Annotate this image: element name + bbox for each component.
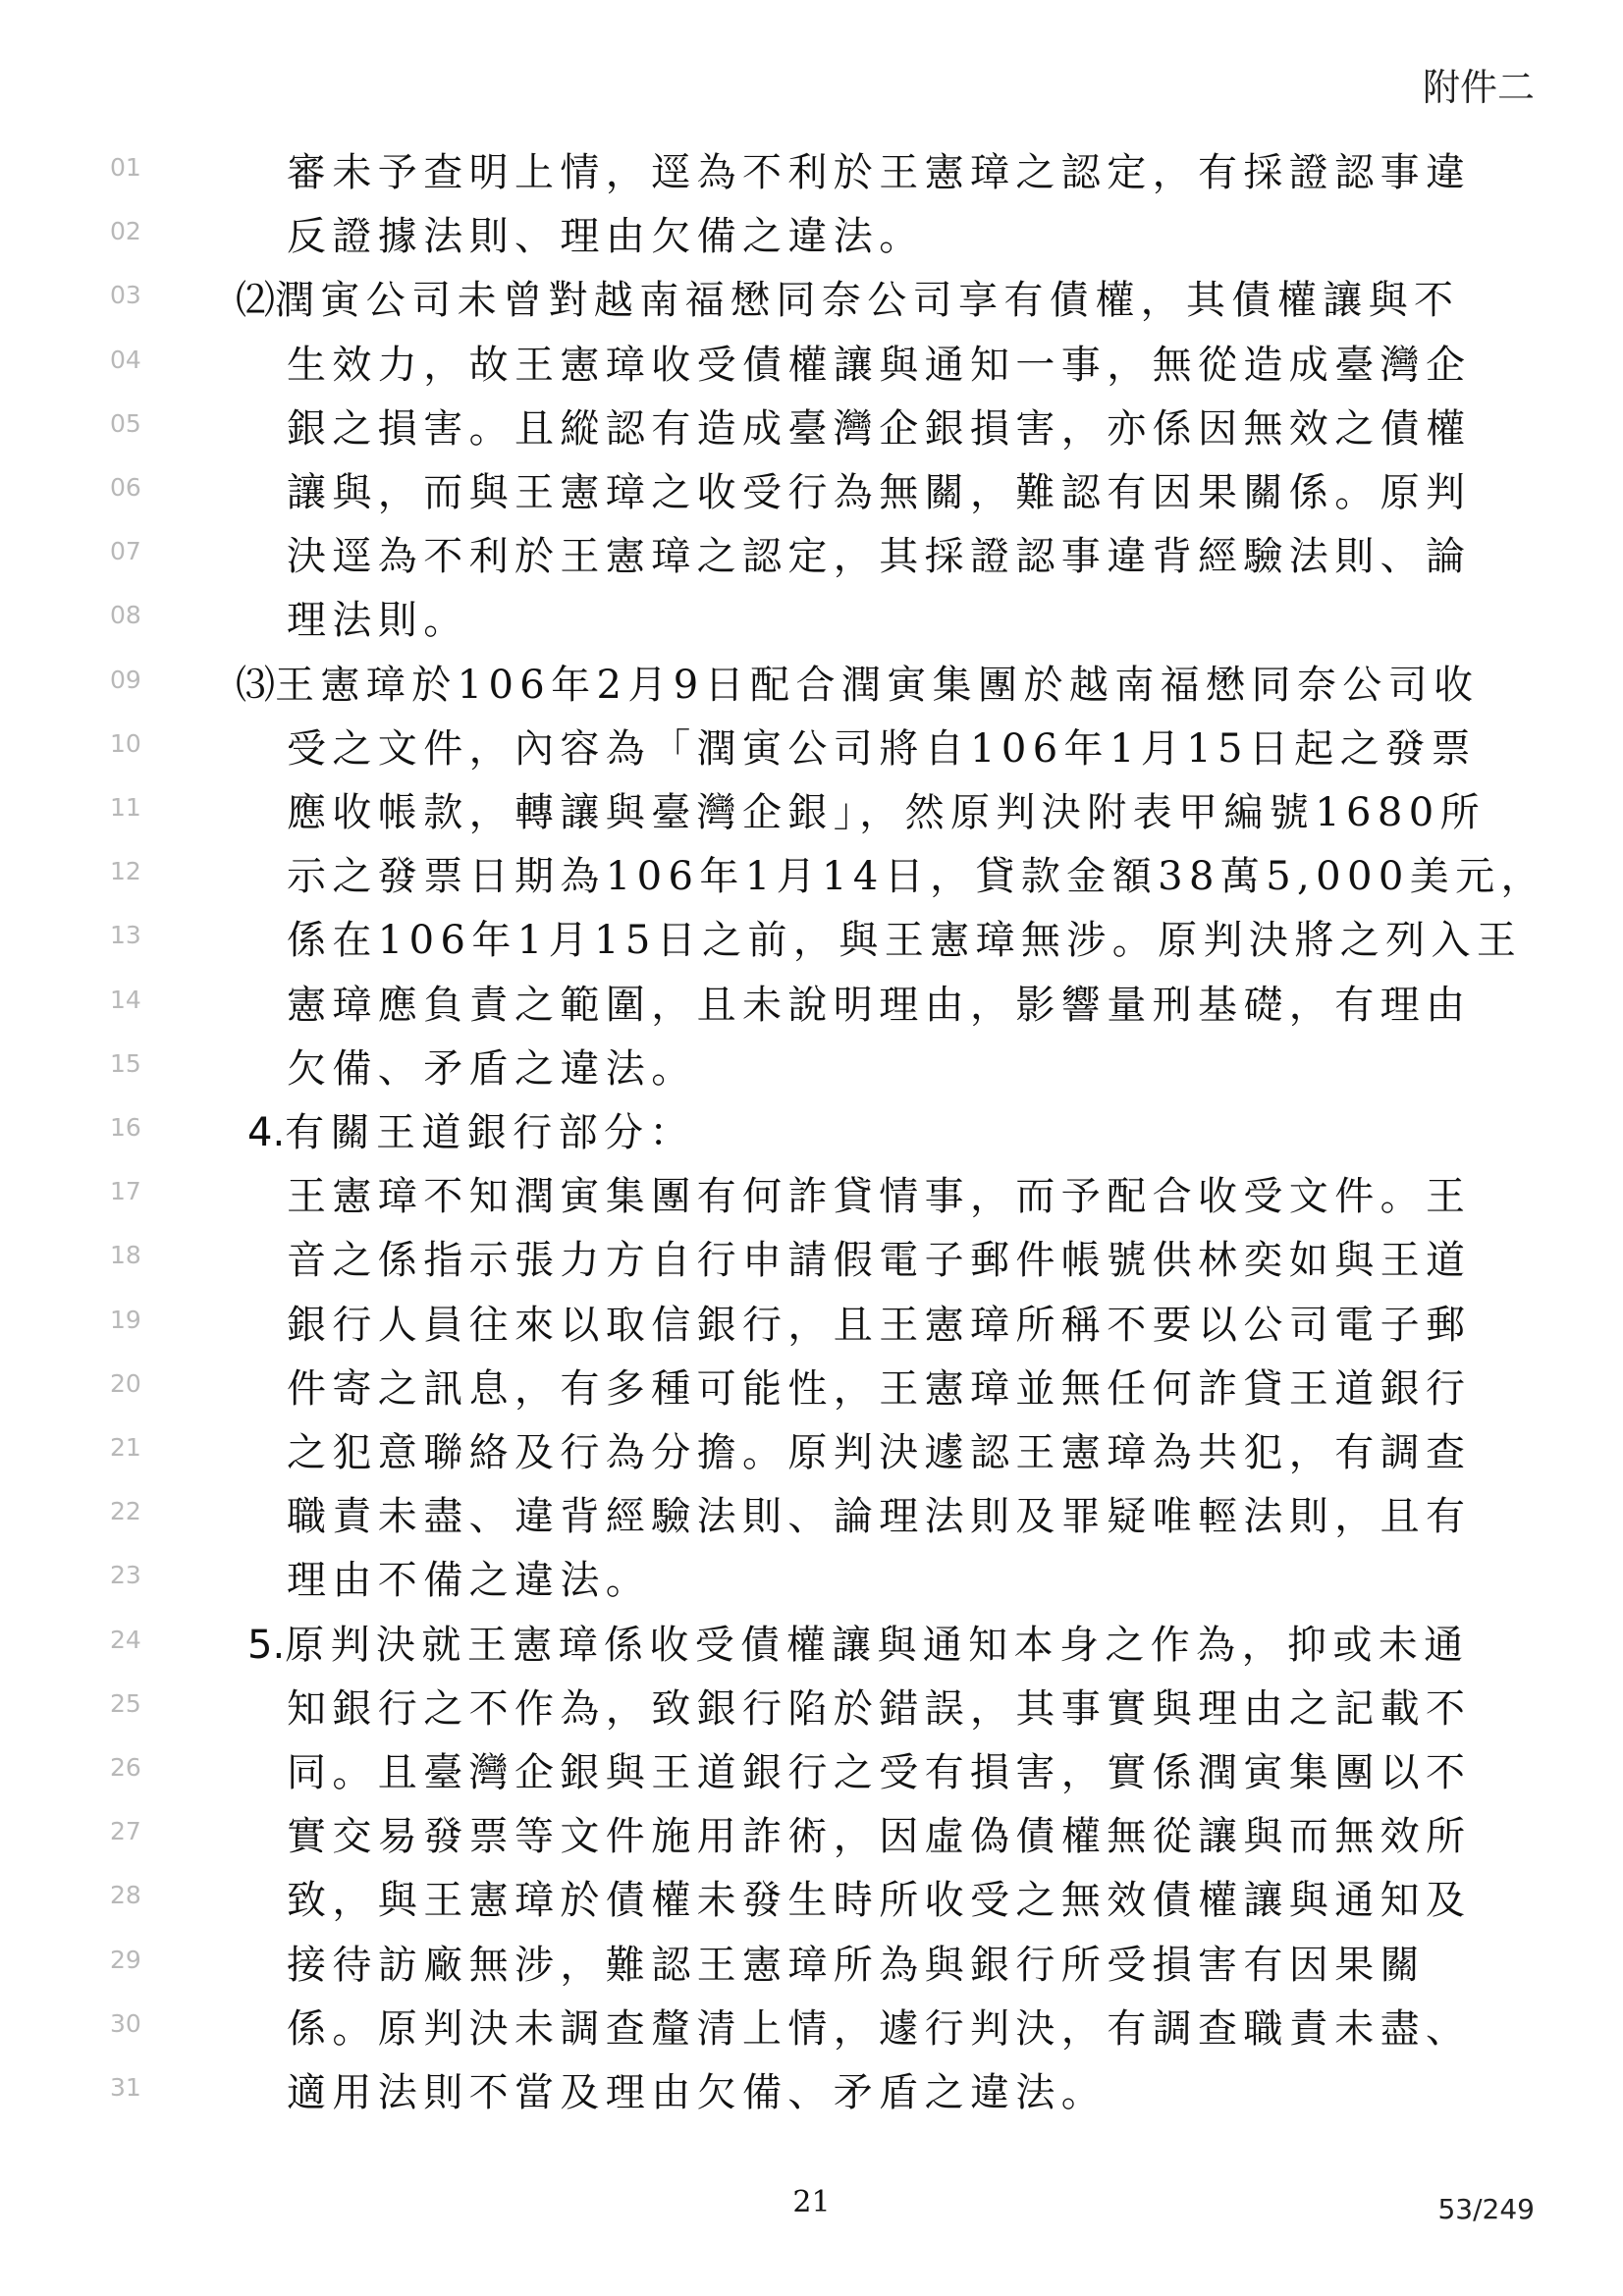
line-number: 14 bbox=[110, 985, 141, 1014]
line-number: 12 bbox=[110, 857, 141, 886]
line-number: 09 bbox=[110, 665, 141, 694]
line-content: 憲璋應負責之範圍，且未說明理由，影響量刑基礎，有理由 bbox=[287, 982, 1472, 1028]
document-line bbox=[0, 465, 1623, 529]
line-content: 生效力，故王憲璋收受債權讓與通知一事，無從造成臺灣企 bbox=[287, 342, 1472, 388]
line-number: 29 bbox=[110, 1945, 141, 1974]
line-text bbox=[287, 2065, 1107, 2120]
line-text bbox=[287, 2002, 1471, 2056]
line-text bbox=[287, 1553, 651, 1608]
line-content: 之犯意聯絡及行為分擔。原判決遽認王憲璋為共犯，有調查 bbox=[287, 1430, 1472, 1475]
line-content: 應收帳款，轉讓與臺灣企銀」，然原判決附表甲編號1680所 bbox=[287, 790, 1486, 835]
line-content: 銀之損害。且縱認有造成臺灣企銀損害，亦係因無效之債權 bbox=[287, 405, 1472, 452]
document-line bbox=[0, 1745, 1623, 1809]
document-line bbox=[0, 338, 1623, 401]
line-text bbox=[236, 658, 1479, 713]
line-text bbox=[287, 1233, 1471, 1288]
document-line bbox=[0, 658, 1623, 721]
list-marker: 4. bbox=[247, 1110, 286, 1155]
line-content: 音之係指示張力方自行申請假電子郵件帳號供林奕如與王道 bbox=[287, 1238, 1472, 1284]
document-line bbox=[0, 978, 1623, 1041]
line-content: 知銀行之不作為，致銀行陷於錯誤，其事實與理由之記載不 bbox=[287, 1685, 1472, 1732]
line-content: 潤寅公司未曾對越南福懋同奈公司享有債權，其債權讓與不 bbox=[275, 278, 1460, 324]
line-content: 銀行人員往來以取信銀行，且王憲璋所稱不要以公司電子郵 bbox=[287, 1302, 1472, 1348]
line-number: 04 bbox=[110, 345, 141, 374]
line-content: 決逕為不利於王憲璋之認定，其採證認事違背經驗法則、論 bbox=[287, 534, 1472, 580]
line-text bbox=[287, 1809, 1471, 1864]
document-line bbox=[0, 1938, 1623, 2002]
line-text bbox=[287, 529, 1471, 584]
document-line bbox=[0, 1362, 1623, 1425]
line-content: 原判決就王憲璋係收受債權讓與通知本身之作為，抑或未通 bbox=[285, 1622, 1470, 1668]
line-content: 示之發票日期為106年1月14日，貸款金額38萬5,000美元， bbox=[287, 854, 1546, 900]
line-number: 19 bbox=[110, 1305, 141, 1334]
line-text bbox=[287, 1745, 1471, 1800]
line-content: 接待訪廠無涉，難認王憲璋所為與銀行所受損害有因果關 bbox=[287, 1942, 1426, 1988]
document-line bbox=[0, 1169, 1623, 1233]
line-text bbox=[287, 465, 1471, 520]
line-text bbox=[287, 1873, 1471, 1928]
line-content: 係在106年1月15日之前，與王憲璋無涉。原判決將之列入王 bbox=[287, 918, 1523, 964]
document-line bbox=[0, 1873, 1623, 1937]
list-marker: ⑵ bbox=[236, 278, 275, 324]
line-number: 30 bbox=[110, 2008, 141, 2038]
document-line bbox=[0, 1298, 1623, 1362]
line-text bbox=[287, 209, 925, 264]
line-number: 05 bbox=[110, 408, 141, 438]
line-content: 致，與王憲璋於債權未發生時所收受之無效債權讓與通知及 bbox=[287, 1878, 1472, 1924]
document-line bbox=[0, 785, 1623, 849]
line-text bbox=[287, 593, 469, 648]
line-content: 王憲璋不知潤寅集團有何詐貸情事，而予配合收受文件。王 bbox=[287, 1174, 1472, 1220]
line-text bbox=[287, 1682, 1471, 1736]
line-text bbox=[287, 145, 1471, 200]
line-number: 11 bbox=[110, 793, 141, 822]
line-number: 08 bbox=[110, 601, 141, 630]
document-line bbox=[0, 1489, 1623, 1553]
page-count: 53/249 bbox=[1437, 2193, 1535, 2225]
line-number: 10 bbox=[110, 728, 141, 758]
line-number: 31 bbox=[110, 2073, 141, 2102]
line-number: 23 bbox=[110, 1561, 141, 1590]
line-number: 18 bbox=[110, 1241, 141, 1270]
line-text bbox=[236, 273, 1459, 328]
line-text bbox=[287, 913, 1522, 968]
line-number: 22 bbox=[110, 1497, 141, 1526]
attachment-label: 附件二 bbox=[1422, 66, 1535, 109]
line-number: 01 bbox=[110, 153, 141, 182]
document-line bbox=[0, 273, 1623, 337]
line-content: 審未予查明上情，逕為不利於王憲璋之認定，有採證認事違 bbox=[287, 150, 1472, 195]
line-content: 件寄之訊息，有多種可能性，王憲璋並無任何詐貸王道銀行 bbox=[287, 1365, 1472, 1412]
line-content: 係。原判決未調查釐清上情，遽行判決，有調查職責未盡、 bbox=[287, 2005, 1472, 2052]
line-text bbox=[247, 1618, 1470, 1673]
list-marker: 5. bbox=[247, 1622, 286, 1668]
line-text bbox=[287, 401, 1471, 456]
line-number: 25 bbox=[110, 1688, 141, 1718]
line-number: 24 bbox=[110, 1625, 141, 1654]
line-number: 07 bbox=[110, 537, 141, 566]
line-content: 有關王道銀行部分： bbox=[285, 1110, 695, 1155]
line-content: 王憲璋於106年2月9日配合潤寅集團於越南福懋同奈公司收 bbox=[275, 662, 1480, 708]
line-content: 實交易發票等文件施用詐術，因虛偽債權無從讓與而無效所 bbox=[287, 1814, 1472, 1860]
line-text bbox=[287, 849, 1546, 904]
document-line bbox=[0, 849, 1623, 913]
line-number: 28 bbox=[110, 1881, 141, 1910]
line-text bbox=[287, 1169, 1471, 1224]
line-number: 15 bbox=[110, 1048, 141, 1078]
line-text bbox=[287, 1938, 1426, 1993]
document-line bbox=[0, 2002, 1623, 2065]
line-content: 理由不備之違法。 bbox=[287, 1558, 652, 1604]
line-content: 理法則。 bbox=[287, 598, 469, 644]
line-content: 欠備、矛盾之違法。 bbox=[287, 1045, 697, 1092]
line-content: 職責未盡、違背經驗法則、論理法則及罪疑唯輕法則，且有 bbox=[287, 1494, 1472, 1540]
document-line bbox=[0, 2065, 1623, 2129]
line-number: 26 bbox=[110, 1753, 141, 1782]
line-content: 反證據法則、理由欠備之違法。 bbox=[287, 214, 925, 260]
line-number: 21 bbox=[110, 1433, 141, 1462]
document-line bbox=[0, 1105, 1623, 1169]
line-text bbox=[287, 978, 1471, 1033]
page-number: 21 bbox=[792, 2185, 831, 2219]
document-line bbox=[0, 1809, 1623, 1873]
document-line bbox=[0, 1618, 1623, 1682]
line-text bbox=[247, 1105, 695, 1160]
line-content: 讓與，而與王憲璋之收受行為無關，難認有因果關係。原判 bbox=[287, 470, 1472, 515]
document-line bbox=[0, 721, 1623, 785]
line-number: 06 bbox=[110, 473, 141, 502]
document-line bbox=[0, 1041, 1623, 1105]
document-line bbox=[0, 913, 1623, 977]
line-content: 同。且臺灣企銀與王道銀行之受有損害，實係潤寅集團以不 bbox=[287, 1750, 1472, 1795]
line-number: 20 bbox=[110, 1368, 141, 1398]
document-line bbox=[0, 1233, 1623, 1297]
line-text bbox=[287, 338, 1471, 393]
document-line bbox=[0, 401, 1623, 465]
document-line bbox=[0, 529, 1623, 593]
line-number: 17 bbox=[110, 1177, 141, 1206]
line-text bbox=[287, 1425, 1471, 1480]
line-text bbox=[287, 1298, 1471, 1353]
line-number: 02 bbox=[110, 217, 141, 246]
line-number: 03 bbox=[110, 281, 141, 310]
line-text bbox=[287, 1041, 697, 1096]
document-line bbox=[0, 1425, 1623, 1489]
line-number: 13 bbox=[110, 921, 141, 950]
document-line bbox=[0, 1553, 1623, 1617]
line-content: 適用法則不當及理由欠備、矛盾之違法。 bbox=[287, 2070, 1108, 2115]
document-line bbox=[0, 593, 1623, 657]
line-content: 受之文件，內容為「潤寅公司將自106年1月15日起之發票 bbox=[287, 725, 1477, 772]
line-text bbox=[287, 785, 1486, 840]
list-marker: ⑶ bbox=[236, 662, 275, 708]
document-line bbox=[0, 145, 1623, 209]
document-line bbox=[0, 209, 1623, 273]
line-number: 27 bbox=[110, 1817, 141, 1846]
line-text bbox=[287, 1362, 1471, 1416]
document-line bbox=[0, 1682, 1623, 1745]
line-text bbox=[287, 721, 1477, 776]
line-text bbox=[287, 1489, 1471, 1544]
line-number: 16 bbox=[110, 1113, 141, 1142]
